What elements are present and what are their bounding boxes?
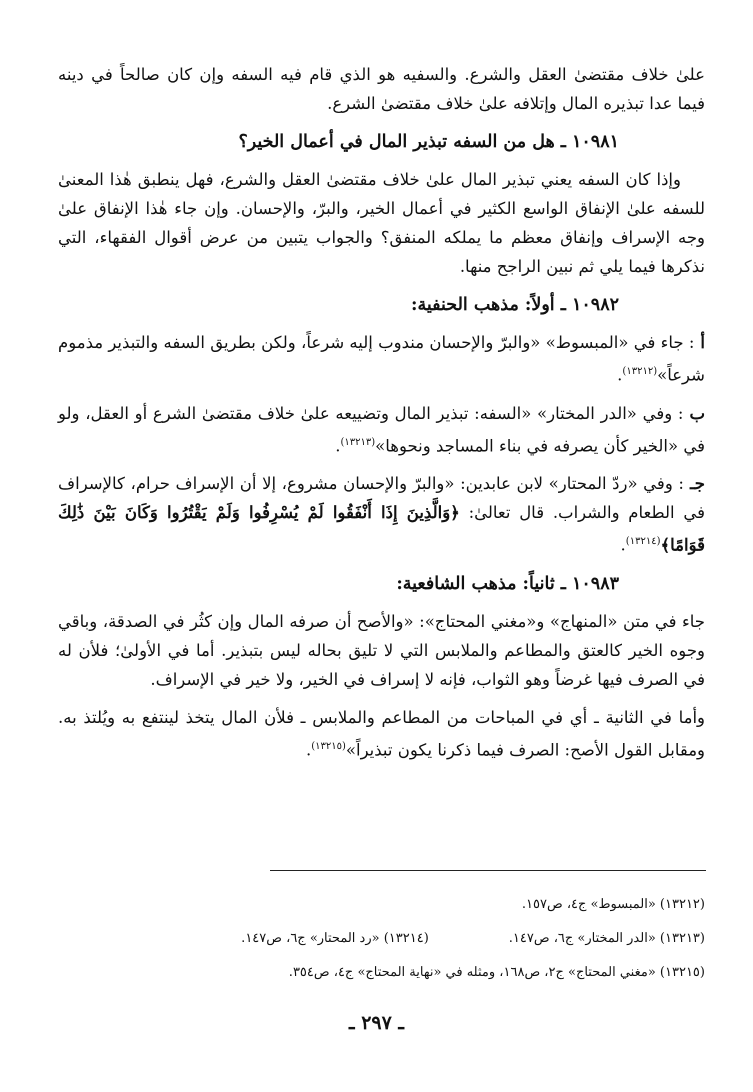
item-c: جـ: وفي «ردّ المحتار» لابن عابدين: «والبرّ والإحسان مشروع، إلا أن الإسراف حرام، كالإسراف في الطعام والشراب. قال تعالىٰ: ﴿وَالَّذِينَ إِذَا أَنْفَقُوا لَمْ يُسْرِفُوا وَلَمْ يَقْتُرُوا وَكَانَ بَيْنَ ذَٰلِكَ قَوَامًا﴾$^{(١٣٢١٤)}$. [58, 474, 705, 555]
footnotes [58, 888, 705, 990]
item-a-letter: أ [700, 333, 705, 352]
section-heading-10981: ١٠٩٨١ ـ هل من السفه تبذير المال في أعمال الخير؟ [238, 132, 619, 152]
section-heading-10982: ١٠٩٨٢ ـ أولاً: مذهب الحنفية: [411, 295, 619, 315]
section-heading-10983: ١٠٩٨٣ ـ ثانياً: مذهب الشافعية: [396, 573, 619, 594]
quran-verse: ﴿وَالَّذِينَ إِذَا أَنْفَقُوا لَمْ يُسْرِفُوا وَلَمْ يَقْتُرُوا وَكَانَ بَيْنَ ذَٰلِكَ قَوَامًا﴾ [58, 503, 705, 555]
footnote-row [58, 922, 705, 956]
paragraph-3: وأما في الثانية ـ أي في المباحات من المطاعم والملابس ـ فلأن المال يتخذ لينتفع به ويُلتذ به. ومقابل القول الأصح: الصرف فيما ذكرنا يكون تبذيراً»$^{(١٣٢١٥)}$. [58, 707, 705, 759]
item-a-text: : جاء في «المبسوط» «والبرّ والإحسان مندوب إليه شرعاً، ولكن بطريق السفه والتبذير مذموم شرعاً» [58, 333, 705, 385]
footnote-ref: (١٣٢١٢) [622, 366, 658, 377]
intro-paragraph: علىٰ خلاف مقتضىٰ العقل والشرع. والسفيه هو الذي قام فيه السفه وإن كان صالحاً في دينه فيما عدا تبذيره المال وإتلافه علىٰ خلاف مقتضىٰ الشرع. [58, 65, 705, 113]
item-b: ب: وفي «الدر المختار» «السفه: تبذير المال وتضييعه علىٰ خلاف مقتضىٰ الشرع أو العقل، ولو في «الخير كأن يصرفه في بناء المساجد ونحوها»$^{(١٣٢١٣)}$. [58, 403, 705, 455]
footnote-ref: (١٣٢١٥) [311, 740, 346, 752]
paragraph-3-text: وأما في الثانية ـ أي في المباحات من المطاعم والملابس ـ فلأن المال يتخذ لينتفع به ويُلتذ به. ومقابل القول الأصح: الصرف فيما ذكرنا يكون تبذيراً» [58, 707, 705, 759]
footnote-ref: (١٣٢١٣) [340, 436, 376, 448]
footnote-13214: (١٣٢١٤) «رد المحتار» ج٦، ص١٤٧. [241, 931, 429, 946]
footnote-13213: (١٣٢١٣) «الدر المختار» ج٦، ص١٤٧. [508, 931, 705, 946]
paragraph-1: وإذا كان السفه يعني تبذير المال علىٰ خلاف مقتضىٰ العقل والشرع، فهل ينطبق هٰذا المعنىٰ للسفه علىٰ الإنفاق الواسع الكثير في أعمال الخير، والبرّ، والإحسان. وإن جاء هٰذا الإنفاق علىٰ وجه الإسراف وإنفاق معظم ما يملكه المنفق؟ والجواب يتبين من عرض أقوال الفقهاء، التي نذكرها فيما يلي ثم نبين الراجح منها. [58, 170, 705, 276]
item-b-text: : وفي «الدر المختار» «السفه: تبذير المال وتضييعه علىٰ خلاف مقتضىٰ الشرع أو العقل، ولو في «الخير كأن يصرفه في بناء المساجد ونحوها» [58, 403, 705, 455]
item-b-letter: ب [689, 403, 705, 423]
item-c-letter: جـ [689, 474, 705, 493]
footnote-divider [270, 870, 706, 871]
footnote-13212: (١٣٢١٢) «المبسوط» ج٤، ص١٥٧. [521, 897, 705, 912]
item-a: أ: جاء في «المبسوط» «والبرّ والإحسان مندوب إليه شرعاً، ولكن بطريق السفه والتبذير مذموم شرعاً»$^{(١٣٢١٢)}$. [58, 333, 705, 385]
footnote-13215: (١٣٢١٥) «مغني المحتاج» ج٢، ص١٦٨، ومثله في «نهاية المحتاج» ج٤، ص٣٥٤. [288, 965, 705, 980]
page-number: ـ ٢٩٧ ـ [349, 1012, 404, 1034]
paragraph-2: جاء في متن «المنهاج» و«مغني المحتاج»: «والأصح أن صرفه المال وإن كثُر في الصدقة، وباقي وجوه الخير كالعتق والمطاعم والملابس التي لا تليق بحاله ليس بتبذير. أما في الأولىٰ؛ فلأن له في الصرف فيها غرضاً وهو الثواب، فإنه لا إسراف في الخير، ولا خير في الإسراف. [58, 611, 705, 689]
item-c-text: : وفي «ردّ المحتار» لابن عابدين: «والبرّ والإحسان مشروع، إلا أن الإسراف حرام، كالإسراف في الطعام والشراب. قال تعالىٰ: [58, 474, 705, 522]
footnote-ref: (١٣٢١٤) [625, 536, 661, 547]
